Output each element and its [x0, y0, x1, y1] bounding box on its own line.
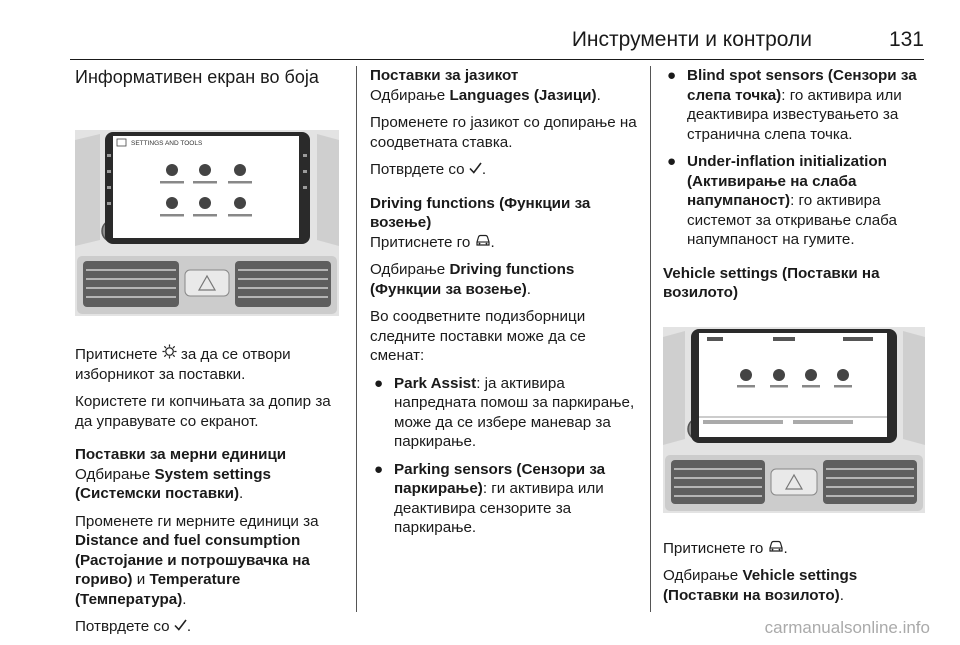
paragraph: Притиснете го .	[370, 233, 495, 251]
column-divider	[650, 66, 651, 612]
vehicle-settings-figure	[663, 327, 925, 513]
column-1	[75, 66, 343, 645]
header-rule	[70, 59, 924, 60]
figure-title: SETTINGS AND TOOLS	[131, 140, 203, 147]
check-icon	[174, 619, 187, 631]
car-icon	[475, 234, 491, 247]
bullet-dot: ●	[667, 153, 677, 170]
infotainment-screen-figure	[75, 130, 339, 316]
bullet-dot: ●	[667, 67, 677, 84]
footer-watermark: carmanualsonline.info	[764, 618, 930, 637]
settings-icon	[162, 344, 177, 359]
paragraph: Одбирање Languages (Јазици).	[370, 86, 601, 104]
paragraph: Променете ги мерните единици за Distance and fuel consumption (Растојание и потрошувачка на гориво) и Temperature (Температура).	[75, 512, 319, 608]
infotainment-illustration	[75, 130, 339, 316]
driving-functions-heading: Driving functions (Функции за возење)	[370, 194, 591, 231]
paragraph: Притиснете за да се отвори изборникот за поставки.	[75, 346, 291, 383]
list-item: ● Parking sensors (Сензори за паркирање): ги активира или деактивира сензорите за паркирање.	[374, 460, 606, 536]
list-item: ● Park Assist: ја активира напредната помош за паркирање, може да се избере маневар за паркирање.	[374, 374, 635, 450]
paragraph: Одбирање Driving functions (Функции за возење).	[370, 261, 575, 298]
check-icon	[469, 162, 482, 174]
paragraph: Одбирање Vehicle settings (Поставки на возилото).	[663, 567, 858, 604]
header-title: Инструменти и контроли	[571, 28, 812, 51]
column-divider	[356, 66, 357, 612]
bullet-list	[370, 374, 638, 538]
car-icon	[768, 540, 784, 553]
column-3	[663, 66, 925, 613]
paragraph: Во соодветните подизборници следните поставки може да се сменат:	[370, 308, 586, 364]
bullet-dot: ●	[374, 460, 384, 478]
language-heading: Поставки за јазикот	[370, 67, 519, 84]
list-item: ● Blind spot sensors (Сензори за слепа точка): го активира или деактивира известувањето за странична слепа точка.	[667, 67, 917, 143]
page-number: 131	[888, 28, 924, 51]
bullet-dot: ●	[374, 374, 384, 392]
column-2	[370, 66, 638, 546]
vehicle-settings-heading: Vehicle settings (Поставки на возилото)	[663, 264, 880, 301]
list-item: ● Under-inflation initialization (Активирање на слаба напумпаност): го активира системот за откривање слаба напумпаност на гумите.	[667, 153, 897, 248]
paragraph: Потврдете со .	[370, 161, 487, 178]
paragraph: Променете го јазикот со допирање на соодветната ставка.	[370, 114, 637, 151]
page-header	[70, 26, 924, 60]
section-heading: Информативен екран во боја	[75, 67, 319, 87]
paragraph: Одбирање System settings (Системски поставки).	[75, 465, 271, 502]
paragraph: Користете ги копчињата за допир за да управувате со екранот.	[75, 393, 331, 430]
bullet-list	[663, 66, 925, 250]
units-heading: Поставки за мерни единици	[75, 446, 287, 463]
paragraph: Потврдете со .	[75, 618, 192, 635]
paragraph: Притиснете го .	[663, 539, 788, 557]
vehicle-settings-illustration	[663, 327, 925, 513]
